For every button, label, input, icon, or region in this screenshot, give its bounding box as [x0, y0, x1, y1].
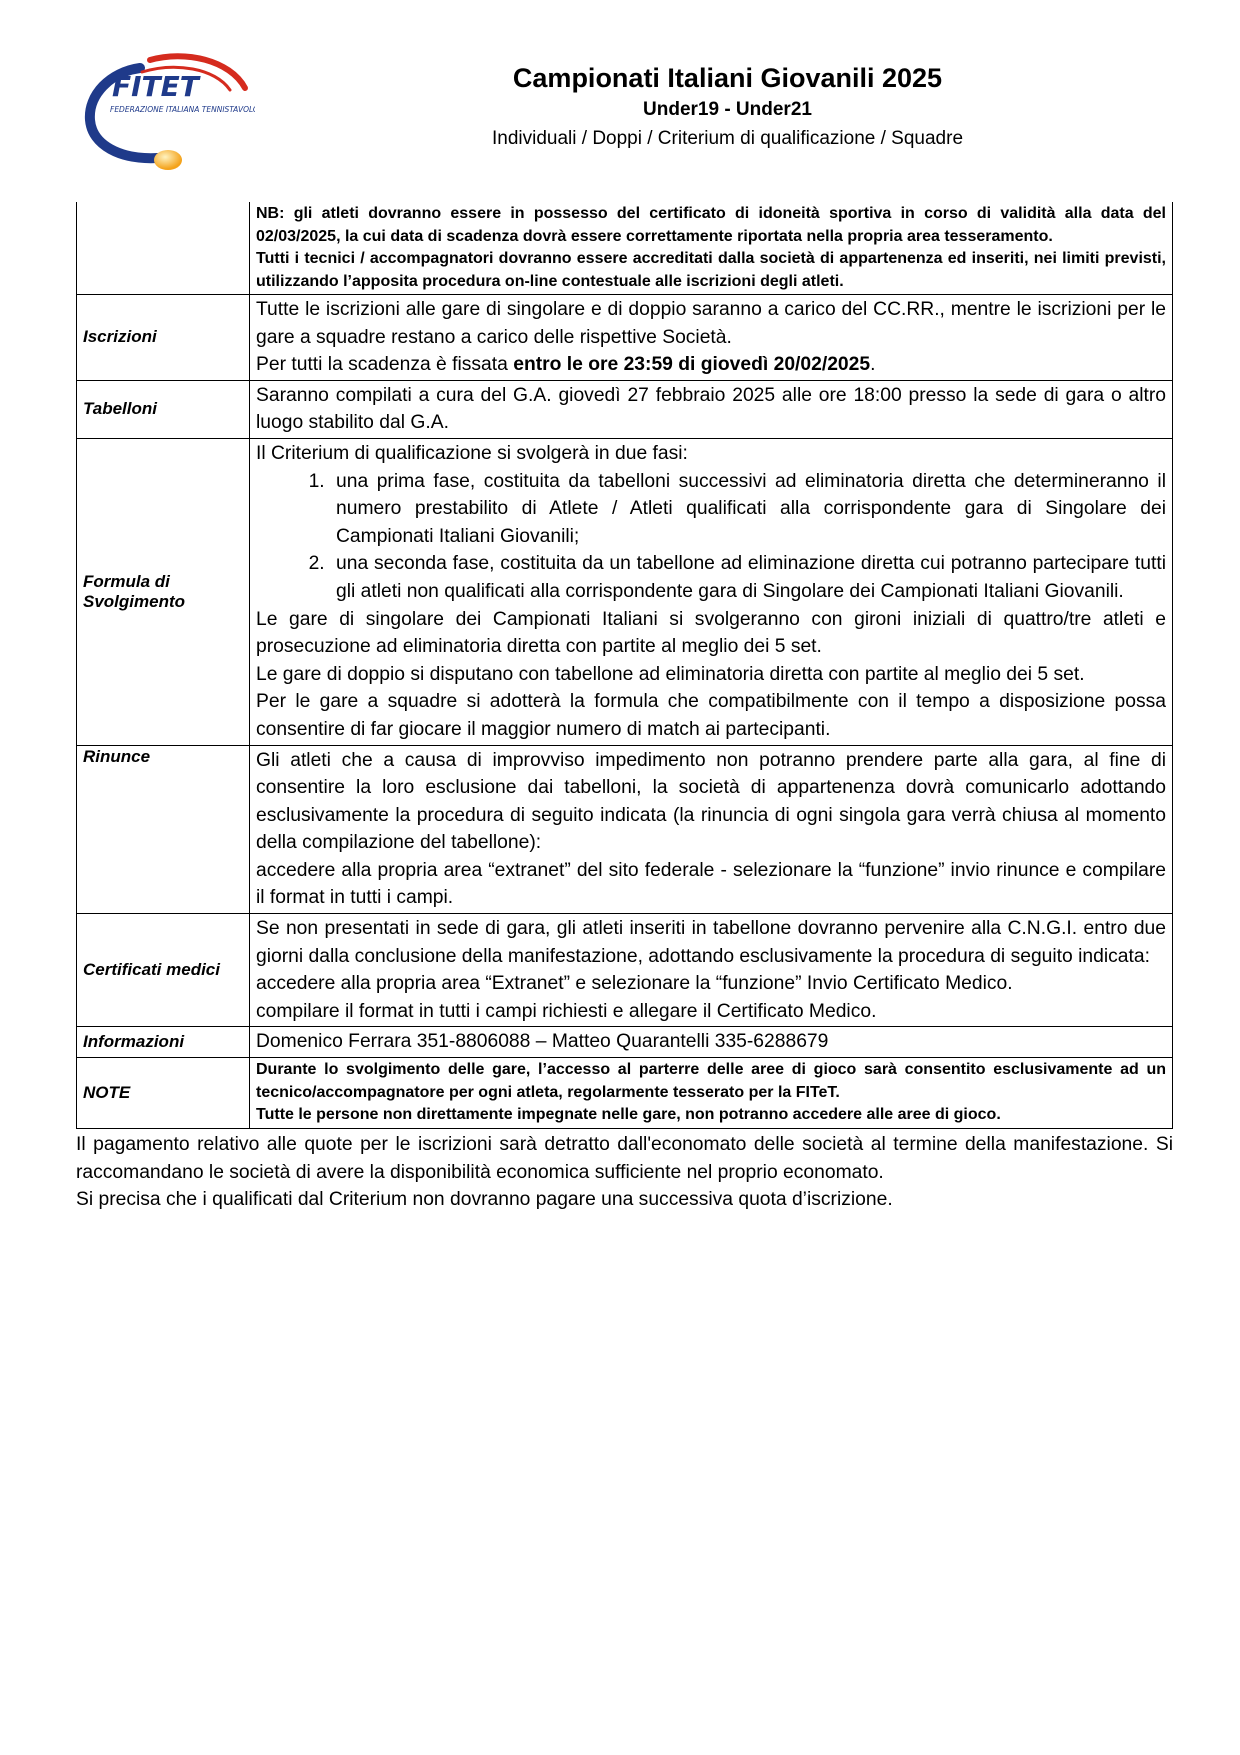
formula-phase-list [256, 468, 1166, 606]
formula-cell [250, 438, 1173, 745]
iscrizioni-cell [250, 295, 1173, 381]
iscrizioni-deadline-prefix: Per tutti la scadenza è fissata [256, 354, 514, 376]
row-label-rinunce: Rinunce [77, 745, 250, 914]
rinunce-paragraph-2: accedere alla propria area “extranet” del sito federale - selezionare la “funzione” invio rinunce e compilare il format in tutti i campi. [256, 859, 1166, 909]
row-label-certificati: Certificati medici [77, 914, 250, 1027]
informazioni-cell [250, 1027, 1173, 1058]
row-label-empty [77, 202, 250, 295]
informazioni-text: Domenico Ferrara 351-8806088 – Matteo Quarantelli 335-6288679 [256, 1031, 829, 1053]
page-title: Campionati Italiani Giovanili 2025 [512, 63, 943, 93]
table-row-informazioni [77, 1027, 1173, 1058]
table-row-note [77, 1058, 1173, 1129]
logo-text: FITET [112, 70, 199, 103]
formula-paragraph-3: Per le gare a squadre si adotterà la formula che compatibilmente con il tempo a disposizione possa consentire di far giocare il maggior numero di match ai partecipanti. [256, 691, 1166, 740]
row-label-formula-line1: Formula di [83, 571, 170, 591]
footer-paragraph-1: Il pagamento relativo alle quote per le iscrizioni sarà detratto dall'economato delle società al termine della manifestazione. Si raccomandano le società di avere la disponibilità economica sufficiente nel proprio economato. [76, 1134, 1173, 1183]
header-titles [0, 60, 1240, 154]
row-label-formula [77, 438, 250, 745]
table-row-certificati [77, 914, 1173, 1027]
formula-paragraph-2: Le gare di doppio si disputano con tabellone ad eliminatoria diretta con partite al meglio dei 5 set. [256, 663, 1085, 685]
page-events: Individuali / Doppi / Criterium di qualificazione / Squadre [491, 128, 964, 149]
iscrizioni-deadline: entro le ore 23:59 di giovedì 20/02/2025 [513, 354, 871, 376]
row-label-tabelloni: Tabelloni [77, 380, 250, 438]
list-item: 2. una seconda fase, costituita da un tabellone ad eliminazione diretta cui potranno partecipare tutti gli atleti non qualificati alla corrispondente gara di Singolare dei Campionati Italiani Giovanili. [330, 550, 1166, 605]
row-label-formula-line2: Svolgimento [83, 591, 186, 611]
footer-notes [76, 1131, 1173, 1214]
table-row-tabelloni [77, 380, 1173, 438]
note-paragraph-2: Tutte le persone non direttamente impegnate nelle gare, non potranno accedere alle aree di gioco. [256, 1106, 1001, 1124]
iscrizioni-paragraph-1: Tutte le iscrizioni alle gare di singolare e di doppio saranno a carico del CC.RR., mentre le iscrizioni per le gare a squadre restano a carico delle rispettive Società. [256, 299, 1166, 348]
list-item: 1. una prima fase, costituita da tabelloni successivi ad eliminatoria diretta che determineranno il numero prestabilito di Atlete / Atleti qualificati alla corrispondente gara di Singolare dei Campionati Italiani Giovanili; [330, 468, 1166, 551]
tabelloni-text: Saranno compilati a cura del G.A. giovedì 27 febbraio 2025 alle ore 18:00 presso la sede di gara o altro luogo stabilito dal G.A. [256, 384, 1166, 434]
rinunce-cell [250, 745, 1173, 914]
certificati-paragraph-2: accedere alla propria area “Extranet” e selezionare la “funzione” Invio Certificato Medico. [256, 973, 1013, 995]
footer-paragraph-2: Si precisa che i qualificati dal Criterium non dovranno pagare una successiva quota d’iscrizione. [76, 1189, 893, 1211]
iscrizioni-paragraph-2 [256, 351, 1166, 379]
row-label-note: NOTE [77, 1058, 250, 1129]
tabelloni-cell [250, 380, 1173, 438]
note-paragraph-1: Durante lo svolgimento delle gare, l’accesso al parterre delle aree di gioco sarà consentito esclusivamente ad un tecnico/accompagnatore per ogni atleta, regolarmente tesserato per la FITeT. [256, 1061, 1166, 1101]
nb-cell [250, 202, 1173, 295]
table-row-nb [77, 202, 1173, 295]
table-row-rinunce [77, 745, 1173, 914]
nb-paragraph-1: NB: gli atleti dovranno essere in possesso del certificato di idoneità sportiva in corso di validità alla data del 02/03/2025, la cui data di scadenza dovrà essere correttamente riportata nella propria area tesseramento. [256, 205, 1166, 245]
nb-paragraph-2: Tutti i tecnici / accompagnatori dovranno essere accreditati dalla società di appartenenza ed inseriti, nei limiti previsti, utilizzando l’apposita procedura on-line contestuale alle iscrizioni degli atleti. [256, 250, 1166, 290]
certificati-paragraph-1: Se non presentati in sede di gara, gli atleti inseriti in tabellone dovranno pervenire alla C.N.G.I. entro due giorni dalla conclusione della manifestazione, adottando esclusivamente la procedura di seguito indicata: [256, 918, 1166, 967]
note-cell [250, 1058, 1173, 1129]
row-label-informazioni: Informazioni [77, 1027, 250, 1058]
info-table [76, 202, 1173, 1129]
certificati-paragraph-3: compilare il format in tutti i campi richiesti e allegare il Certificato Medico. [256, 1000, 877, 1022]
iscrizioni-deadline-suffix: . [870, 354, 876, 376]
page-subtitle: Under19 - Under21 [643, 99, 812, 120]
logo-subtext: FEDERAZIONE ITALIANA TENNISTAVOLO [110, 105, 255, 114]
rinunce-paragraph-1: Gli atleti che a causa di improvviso impedimento non potranno prendere parte alla gara, al fine di consentire la loro esclusione dai tabelloni, la società di appartenenza dovrà comunicarlo adottando esclusivamente la procedura di seguito indicata (la rinuncia di ogni singola gara verrà chiusa al momento della compilazione del tabellone): [256, 749, 1166, 854]
formula-intro: Il Criterium di qualificazione si svolgerà in due fasi: [256, 442, 688, 464]
table-row-formula [77, 438, 1173, 745]
table-row-iscrizioni [77, 295, 1173, 381]
row-label-iscrizioni: Iscrizioni [77, 295, 250, 381]
certificati-cell [250, 914, 1173, 1027]
page-header [0, 0, 1240, 200]
formula-paragraph-1: Le gare di singolare dei Campionati Italiani si svolgeranno con gironi iniziali di quattro/tre atleti e prosecuzione ad eliminatoria diretta con partite al meglio dei 5 set. [256, 608, 1166, 658]
